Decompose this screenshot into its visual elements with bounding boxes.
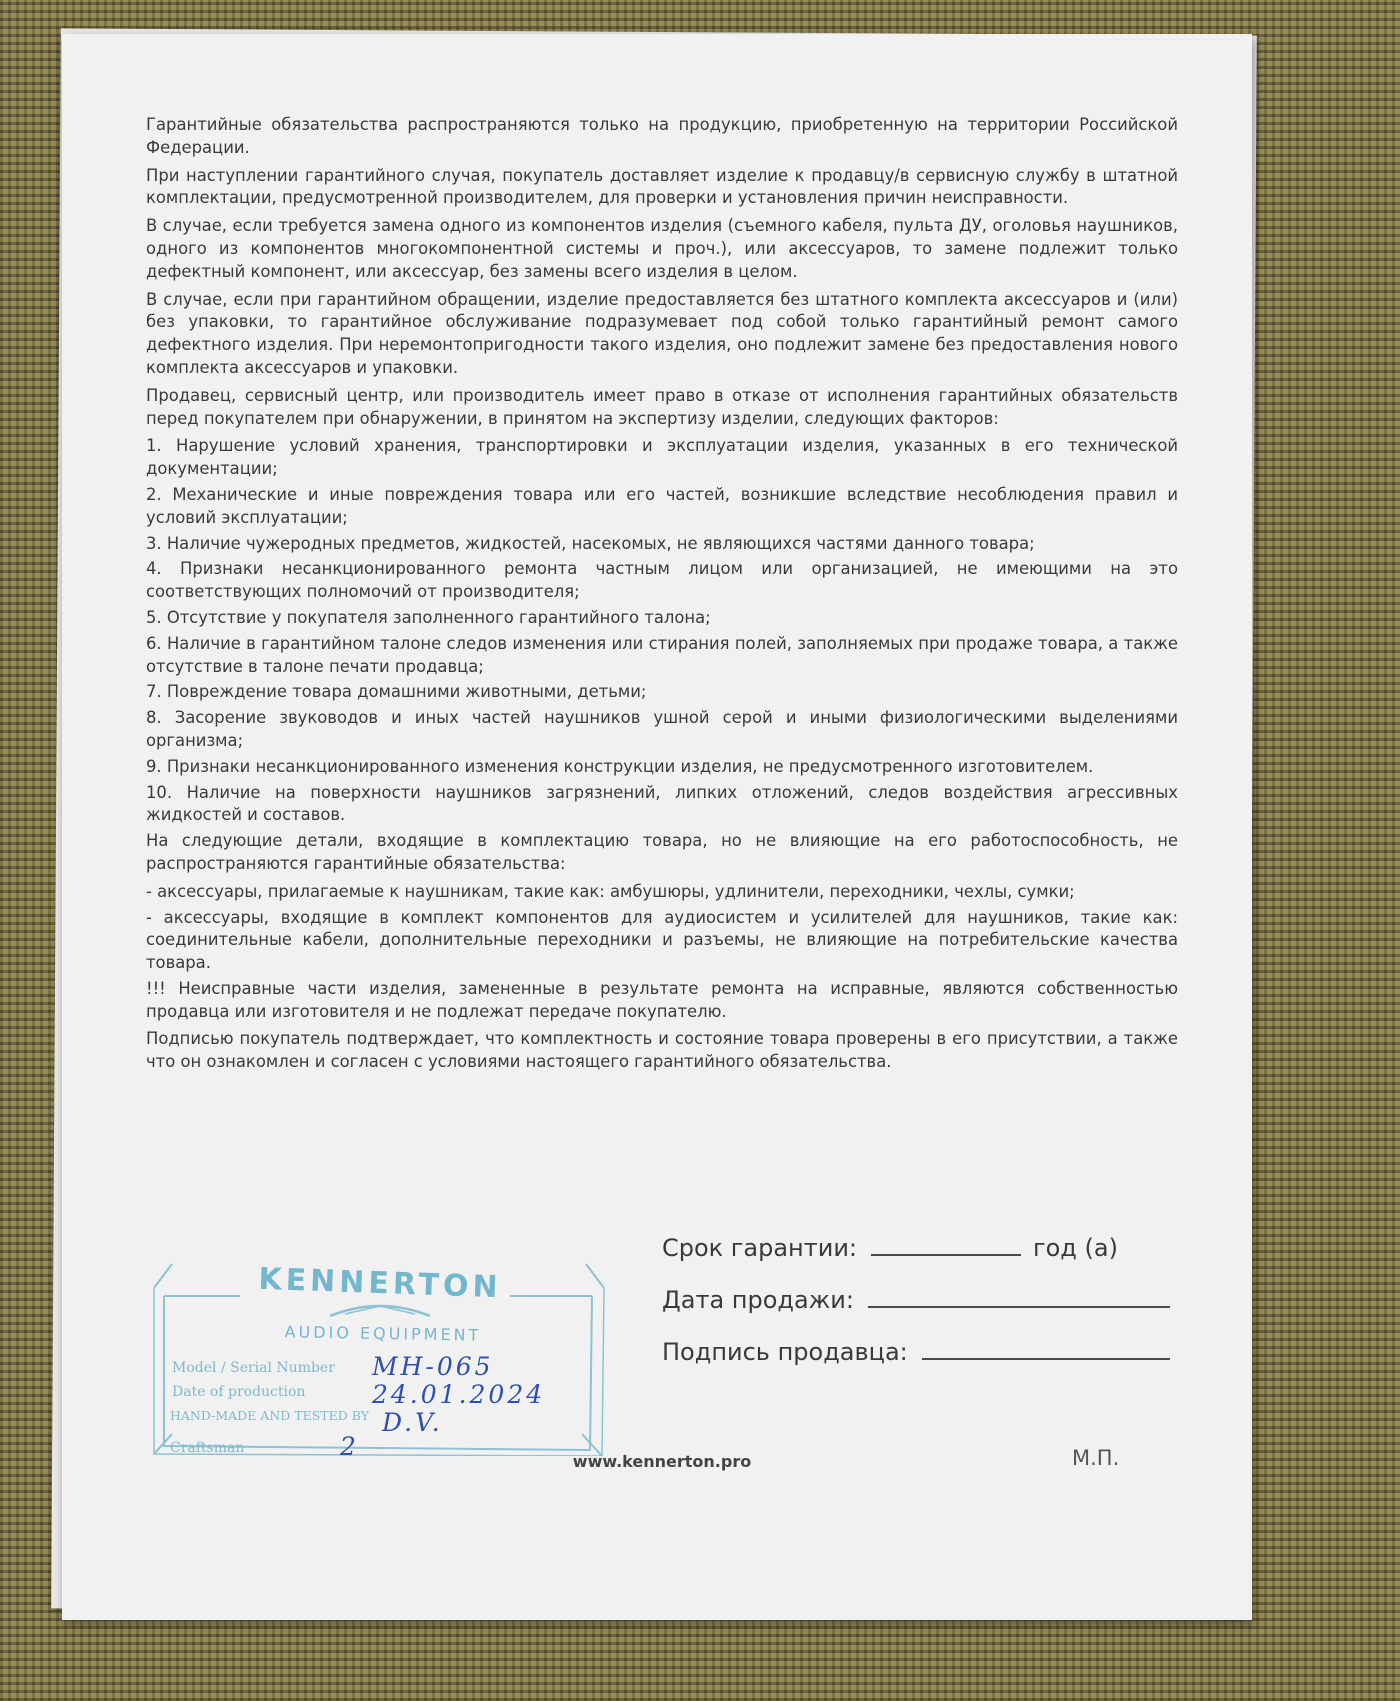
paragraph: Продавец, сервисный центр, или производитель имеет право в отказе от исполнения гарантийных обязательств перед покупателем при обнаружении, в принятом на экспертизу изделии, следующих факторов: — [146, 385, 1178, 428]
paragraph: В случае, если при гарантийном обращении, изделие предоставляется без штатного комплекта аксессуаров и (или) без упаковки, то гарантийное обслуживание подразумевает под собой только гарантийный ремонт самого дефектного изделия. При неремонтопригодности такого изделия, оно подлежит замене без предоставления нового комплекта аксессуаров и упаковки. — [146, 289, 1178, 377]
handwritten-date: 24.01.2024 — [372, 1380, 546, 1409]
sale-date-line — [868, 1306, 1170, 1308]
sale-date-label: Дата продажи: — [662, 1286, 854, 1314]
stamp-brand: KENNERTON — [257, 1261, 503, 1306]
warranty-period-line — [871, 1254, 1021, 1256]
list-item: 3. Наличие чужеродных предметов, жидкостей, насекомых, не являющихся частями данного товара; — [146, 533, 1035, 553]
warranty-period-suffix: год (а) — [1033, 1234, 1118, 1262]
warranty-terms — [146, 114, 1178, 1079]
list-item: 7. Повреждение товара домашними животными, детьми; — [146, 682, 647, 702]
list-item: 4. Признаки несанкционированного ремонта частным лицом или организацией, не имеющими на это соответствующих полномочий от производителя; — [146, 559, 1178, 602]
sale-date-field — [662, 1278, 1182, 1314]
warranty-period-field — [662, 1226, 1182, 1262]
website: www.kennerton.pro — [572, 1452, 752, 1471]
list-item: 9. Признаки несанкционированного изменения конструкции изделия, не предусмотренного изготовителем. — [146, 756, 1094, 776]
warranty-period-label: Срок гарантии: — [662, 1234, 858, 1262]
list-item: 5. Отсутствие у покупателя заполненного гарантийного талона; — [146, 607, 711, 627]
seller-signature-label: Подпись продавца: — [662, 1338, 908, 1366]
list-item: - аксессуары, прилагаемые к наушникам, такие как: амбушюры, удлинители, переходники, чехлы, сумки; — [146, 881, 1075, 901]
seller-signature-field — [662, 1330, 1182, 1366]
list-item: 2. Механические и иные повреждения товара или его частей, возникшие вследствие несоблюдения правил и условий эксплуатации; — [146, 484, 1178, 527]
paragraph: В случае, если требуется замена одного из компонентов изделия (съемного кабеля, пульта ДУ, оголовья наушников, одного из компонентов многокомпонентной системы и проч.), или аксессуаров, то замене подлежит только дефектный компонент, или аксессуар, без замены всего изделия в целом. — [146, 216, 1178, 281]
list-item: 1. Нарушение условий хранения, транспортировки и эксплуатации изделия, указанных в его технической документации; — [146, 436, 1178, 479]
production-stamp — [150, 1256, 610, 1461]
paragraph: При наступлении гарантийного случая, покупатель доставляет изделие к продавцу/в сервисную службу в штатной комплектации, предусмотренной производителем, для проверки и установления причин неисправности. — [146, 165, 1178, 208]
seller-signature-line — [922, 1358, 1170, 1360]
handwritten-craftsman: 2 — [340, 1432, 359, 1461]
stamp-date-label: Date of production — [172, 1384, 306, 1400]
stamp-model-label: Model / Serial Number — [172, 1360, 335, 1376]
list-item: 8. Засорение звуководов и иных частей наушников ушной серой и иными физиологическими выделениями организма; — [146, 708, 1178, 750]
paragraph: Подписью покупатель подтверждает, что комплектность и состояние товара проверены в его присутствии, а также что он ознакомлен и согласен с условиями настоящего гарантийного обязательства. — [146, 1029, 1178, 1072]
paragraph: !!! Неисправные части изделия, замененные в результате ремонта на исправные, являются собственностью продавца или изготовителя и не подлежат передаче покупателю. — [146, 978, 1178, 1021]
handwritten-tester: D.V. — [382, 1408, 443, 1437]
list-item: 6. Наличие в гарантийном талоне следов изменения или стирания полей, заполняемых при продаже товара, а также отсутствие в талоне печати продавца; — [146, 633, 1178, 676]
paragraph: На следующие детали, входящие в комплектацию товара, но не влияющие на его работоспособность, не распространяются гарантийные обязательства: — [146, 831, 1178, 873]
paragraph: Гарантийные обязательства распространяются только на продукцию, приобретенную на территории Российской Федерации. — [146, 115, 1178, 157]
seal-placeholder: М.П. — [1072, 1446, 1120, 1470]
handwritten-model: MH-065 — [372, 1352, 494, 1381]
list-item: - аксессуары, входящие в комплект компонентов для аудиосистем и усилителей для наушников, такие как: соединительные кабели, дополнительные переходники и разъемы, не влияющие на потребительские качества товара. — [146, 907, 1178, 973]
list-item: 10. Наличие на поверхности наушников загрязнений, липких отложений, следов воздействия агрессивных жидкостей и составов. — [146, 782, 1178, 825]
warranty-sheet — [62, 34, 1252, 1620]
stamp-craftsman-label: Craftsman — [170, 1440, 245, 1456]
stamp-subtitle: AUDIO EQUIPMENT — [284, 1322, 482, 1345]
stamp-tested-label: HAND-MADE AND TESTED BY — [170, 1408, 369, 1423]
